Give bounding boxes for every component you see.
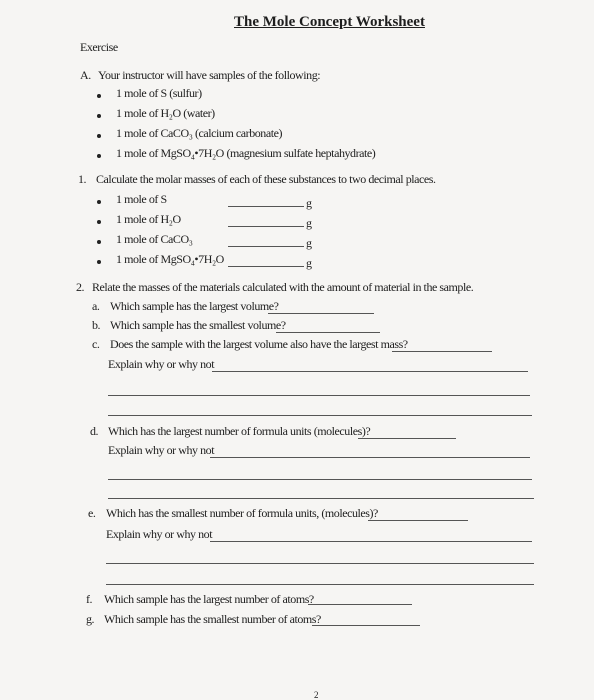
part-a-label: A. xyxy=(80,68,91,82)
q2-sub-question: Which has the largest number of formula units (molecules)? xyxy=(108,424,371,438)
part-a-item: 1 mole of CaCO₃ (calcium carbonate) xyxy=(116,126,283,140)
q2-sub-question: Which sample has the smallest volume? xyxy=(110,318,286,332)
q2-sub-letter: b. xyxy=(92,318,101,332)
bullet-icon xyxy=(97,94,101,98)
q2-sub-question: Which has the smallest number of formula units, (molecules)? xyxy=(106,506,378,520)
q1-item: 1 mole of CaCO₃ xyxy=(116,232,193,246)
bullet-icon xyxy=(97,114,101,118)
explain-label: Explain why or why not xyxy=(108,443,215,457)
answer-line[interactable] xyxy=(108,395,530,396)
q2-sub-question: Does the sample with the largest volume also have the largest mass? xyxy=(110,337,408,351)
bullet-icon xyxy=(97,200,101,204)
bullet-icon xyxy=(97,240,101,244)
explain-label: Explain why or why not xyxy=(106,527,213,541)
answer-line[interactable] xyxy=(228,206,304,207)
q2-sub-letter: d. xyxy=(90,424,99,438)
explain-label: Explain why or why not xyxy=(108,357,215,371)
answer-line[interactable] xyxy=(368,520,468,521)
answer-line[interactable] xyxy=(228,266,304,267)
q2-sub-letter: g. xyxy=(86,612,95,626)
q1-item: 1 mole of H₂O xyxy=(116,212,181,226)
bullet-icon xyxy=(97,260,101,264)
answer-line[interactable] xyxy=(210,541,532,542)
bullet-icon xyxy=(97,134,101,138)
q2-sub-letter: f. xyxy=(86,592,93,606)
q2-sub-question: Which sample has the largest volume? xyxy=(110,299,279,313)
part-a-item: 1 mole of S (sulfur) xyxy=(116,86,202,100)
answer-line[interactable] xyxy=(108,415,532,416)
q1-item: 1 mole of S xyxy=(116,192,167,206)
answer-line[interactable] xyxy=(358,438,456,439)
part-a-item: 1 mole of MgSO₄•7H₂O (magnesium sulfate heptahydrate) xyxy=(116,146,376,160)
unit-label: g xyxy=(306,256,312,270)
q2-sub-letter: e. xyxy=(88,506,96,520)
q2-sub-letter: a. xyxy=(92,299,100,313)
q2-text: Relate the masses of the materials calculated with the amount of material in the sample. xyxy=(92,280,474,294)
answer-line[interactable] xyxy=(210,457,530,458)
answer-line[interactable] xyxy=(392,351,492,352)
answer-line[interactable] xyxy=(212,371,528,372)
answer-line[interactable] xyxy=(108,479,532,480)
exercise-heading: Exercise xyxy=(80,40,118,54)
bullet-icon xyxy=(97,220,101,224)
answer-line[interactable] xyxy=(106,584,534,585)
unit-label: g xyxy=(306,196,312,210)
page-number: 2 xyxy=(314,690,319,700)
q2-sub-question: Which sample has the smallest number of atoms? xyxy=(104,612,321,626)
part-a-item: 1 mole of H₂O (water) xyxy=(116,106,215,120)
answer-line[interactable] xyxy=(108,498,534,499)
unit-label: g xyxy=(306,236,312,250)
answer-line[interactable] xyxy=(268,313,374,314)
q1-item: 1 mole of MgSO₄•7H₂O xyxy=(116,252,224,266)
answer-line[interactable] xyxy=(312,625,420,626)
answer-line[interactable] xyxy=(106,563,534,564)
q1-number: 1. xyxy=(78,172,87,186)
answer-line[interactable] xyxy=(228,226,304,227)
q2-number: 2. xyxy=(76,280,85,294)
q2-sub-letter: c. xyxy=(92,337,100,351)
answer-line[interactable] xyxy=(308,604,412,605)
q2-sub-question: Which sample has the largest number of atoms? xyxy=(104,592,314,606)
page-title: The Mole Concept Worksheet xyxy=(234,14,425,30)
unit-label: g xyxy=(306,216,312,230)
answer-line[interactable] xyxy=(276,332,380,333)
answer-line[interactable] xyxy=(228,246,304,247)
bullet-icon xyxy=(97,154,101,158)
part-a-intro: Your instructor will have samples of the following: xyxy=(98,68,321,82)
q1-text: Calculate the molar masses of each of these substances to two decimal places. xyxy=(96,172,436,186)
